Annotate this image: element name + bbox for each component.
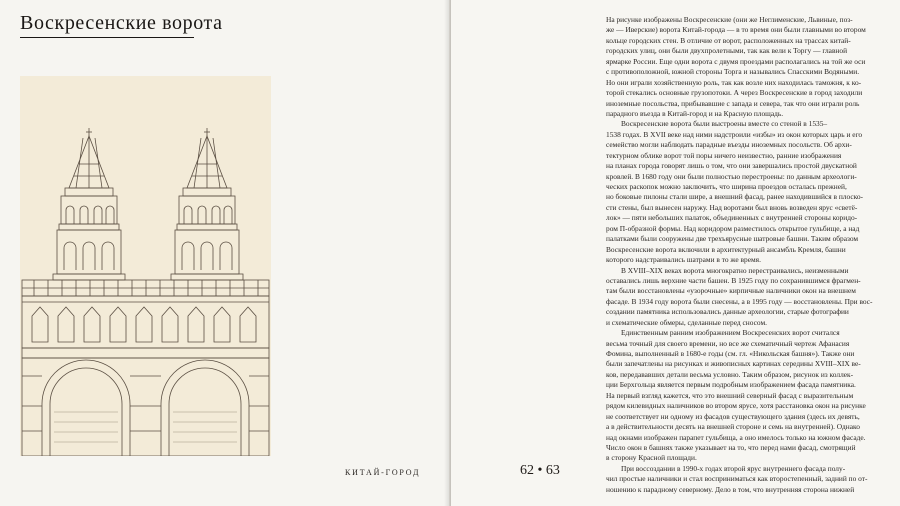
text-line: а в действительности десять на внешней стороне и семь на внутренней). Однако xyxy=(606,422,860,432)
text-line: но боковые пилоны стали шире, а внешний фасад, ранее находившийся в плоско- xyxy=(606,192,864,202)
text-line: создании памятника использовались данные археологии, старые фотографии xyxy=(606,307,849,317)
text-line: в сторону Красной площади. xyxy=(606,453,697,463)
text-line: над окнами изображен парапет гульбища, а оно имелось только на южном фасаде. xyxy=(606,432,866,442)
text-line: кольце городских стен. В отличие от ворот, расположенных на трассах китай- xyxy=(606,35,851,45)
text-line: палатками были сооружены две трехъярусные шатровые башни. Таким образом xyxy=(606,234,859,244)
text-line: с противоположной, южной стороны Торга и назывались Спасскими Водяными. xyxy=(606,67,860,77)
text-line: парадного въезда в Китай-город и на Красную площадь. xyxy=(606,108,784,118)
text-line: торой стекались основные грузопотоки. А через Воскресенские в город заходили xyxy=(606,88,863,98)
chapter-title: Воскресенские ворота xyxy=(20,12,223,34)
text-line: рядом килевидных наличников во втором ярусе, хотя расстановка окон на рисунке xyxy=(606,401,866,411)
text-line: весьма точный для своего времени, но все же схематичный чертеж Афанасия xyxy=(606,338,850,348)
text-line: Единственным ранним изображением Воскресенских ворот считался xyxy=(621,328,840,338)
text-line: на планах города говорят лишь о том, что они завершались простой двускатной xyxy=(606,161,857,171)
text-line: и схематические обмеры, сделанные перед сносом. xyxy=(606,317,767,327)
text-line: которого надстраивались шатрами в то же время. xyxy=(606,255,761,265)
text-line: ярмарке России. Еще одни ворота с двумя проездами располагались на той же оси xyxy=(606,56,866,66)
text-line: кровлей. В 1680 году они были полностью перестроены: по данным археологи- xyxy=(606,171,857,181)
body-text xyxy=(606,15,882,495)
text-line: Воскресенские ворота включили в архитектурный ансамбль Кремля, башни xyxy=(606,244,846,254)
text-line: Число окон в башнях также указывает на то, что перед нами фасад, смотрящий xyxy=(606,442,856,452)
title-underline xyxy=(20,37,194,38)
text-line: Воскресенские ворота были выстроены вместе со стеной в 1535– xyxy=(621,119,828,129)
text-line: ром П-образной формы. Над коридором разместилось открытое гульбище, а над xyxy=(606,223,860,233)
text-line: чил простые наличники и стал восприниматься как второстепенный, задний по от- xyxy=(606,474,868,484)
text-line: же — Иверские) ворота Китай-города — в то время они были главными во втором xyxy=(606,25,866,35)
text-line: фасаде. В 1934 году ворота были снесены, а в 1995 году — восстановлены. При вос- xyxy=(606,296,873,306)
text-line: ношению к парадному северному. Дело в том, что внутренняя сторона нижней xyxy=(606,484,855,494)
text-line: были запечатлены на рисунках и живописных картинах середины XVIII–XIX ве- xyxy=(606,359,861,369)
text-line: оставались лишь верхние части башен. В 1925 году по сохранившимся фрагмен- xyxy=(606,275,861,285)
gate-illustration xyxy=(20,76,271,456)
text-line: тектурном облике ворот той поры ничего неизвестно, ранние изображения xyxy=(606,150,842,160)
text-line: На рисунке изображены Воскресенские (они же Неглименские, Львиные, поз- xyxy=(606,15,853,24)
text-line: лок» — пяти небольших палаток, объединенных с внутренней стороны коридо- xyxy=(606,213,858,223)
text-line: Но они играли хозяйственную роль, так как возле них находилась таможня, к ко- xyxy=(606,77,862,87)
left-page xyxy=(0,0,449,506)
text-line: В XVIII–XIX веках ворота многократно перестраивались, неизменными xyxy=(621,265,849,275)
text-line: городских улиц, они были двухпролетными, так как вели к Торгу — главной xyxy=(606,46,848,56)
text-line: сти стены, был вынесен наружу. Над воротами был вновь возведен ярус «светё- xyxy=(606,202,858,212)
text-line: Фомина, выполненный в 1680-е годы (см. гл. «Никольская башня»). Также они xyxy=(606,349,855,358)
text-line: не соответствует ни одному из фасадов существующего здания (здесь их девять, xyxy=(606,411,860,421)
text-line: 1538 годах. В XVII веке над ними надстроили «избы» из окон которых царь и его xyxy=(606,129,863,139)
text-line: На первый взгляд кажется, что это внешний северный фасад с выразительным xyxy=(606,390,854,400)
text-line: там были восстановлены «узорочные» кирпичные наличники окон на внешнем xyxy=(606,286,856,296)
text-line: ков, передававших детали весьма условно. Таким образом, рисунок из коллек- xyxy=(606,369,854,379)
architectural-drawing-icon xyxy=(20,76,271,456)
text-line: ческих раскопок можно заключить, что ширина проездов осталась прежней, xyxy=(606,182,847,191)
page-numbers: 62 • 63 xyxy=(520,463,560,478)
text-line: ции Берхгольца является первым подробным изображением фасада памятника. xyxy=(606,380,856,390)
text-line: семейство могли наблюдать парадные въезды иноземных посольств. Об архи- xyxy=(606,140,852,150)
text-line: При воссоздании в 1990-х годах второй ярус внутреннего фасада полу- xyxy=(621,463,846,473)
text-line: иноземные посольства, прибывавшие с запада и севера, так что они играли роль xyxy=(606,98,860,108)
running-head: КИТАЙ-ГОРОД xyxy=(345,468,421,477)
